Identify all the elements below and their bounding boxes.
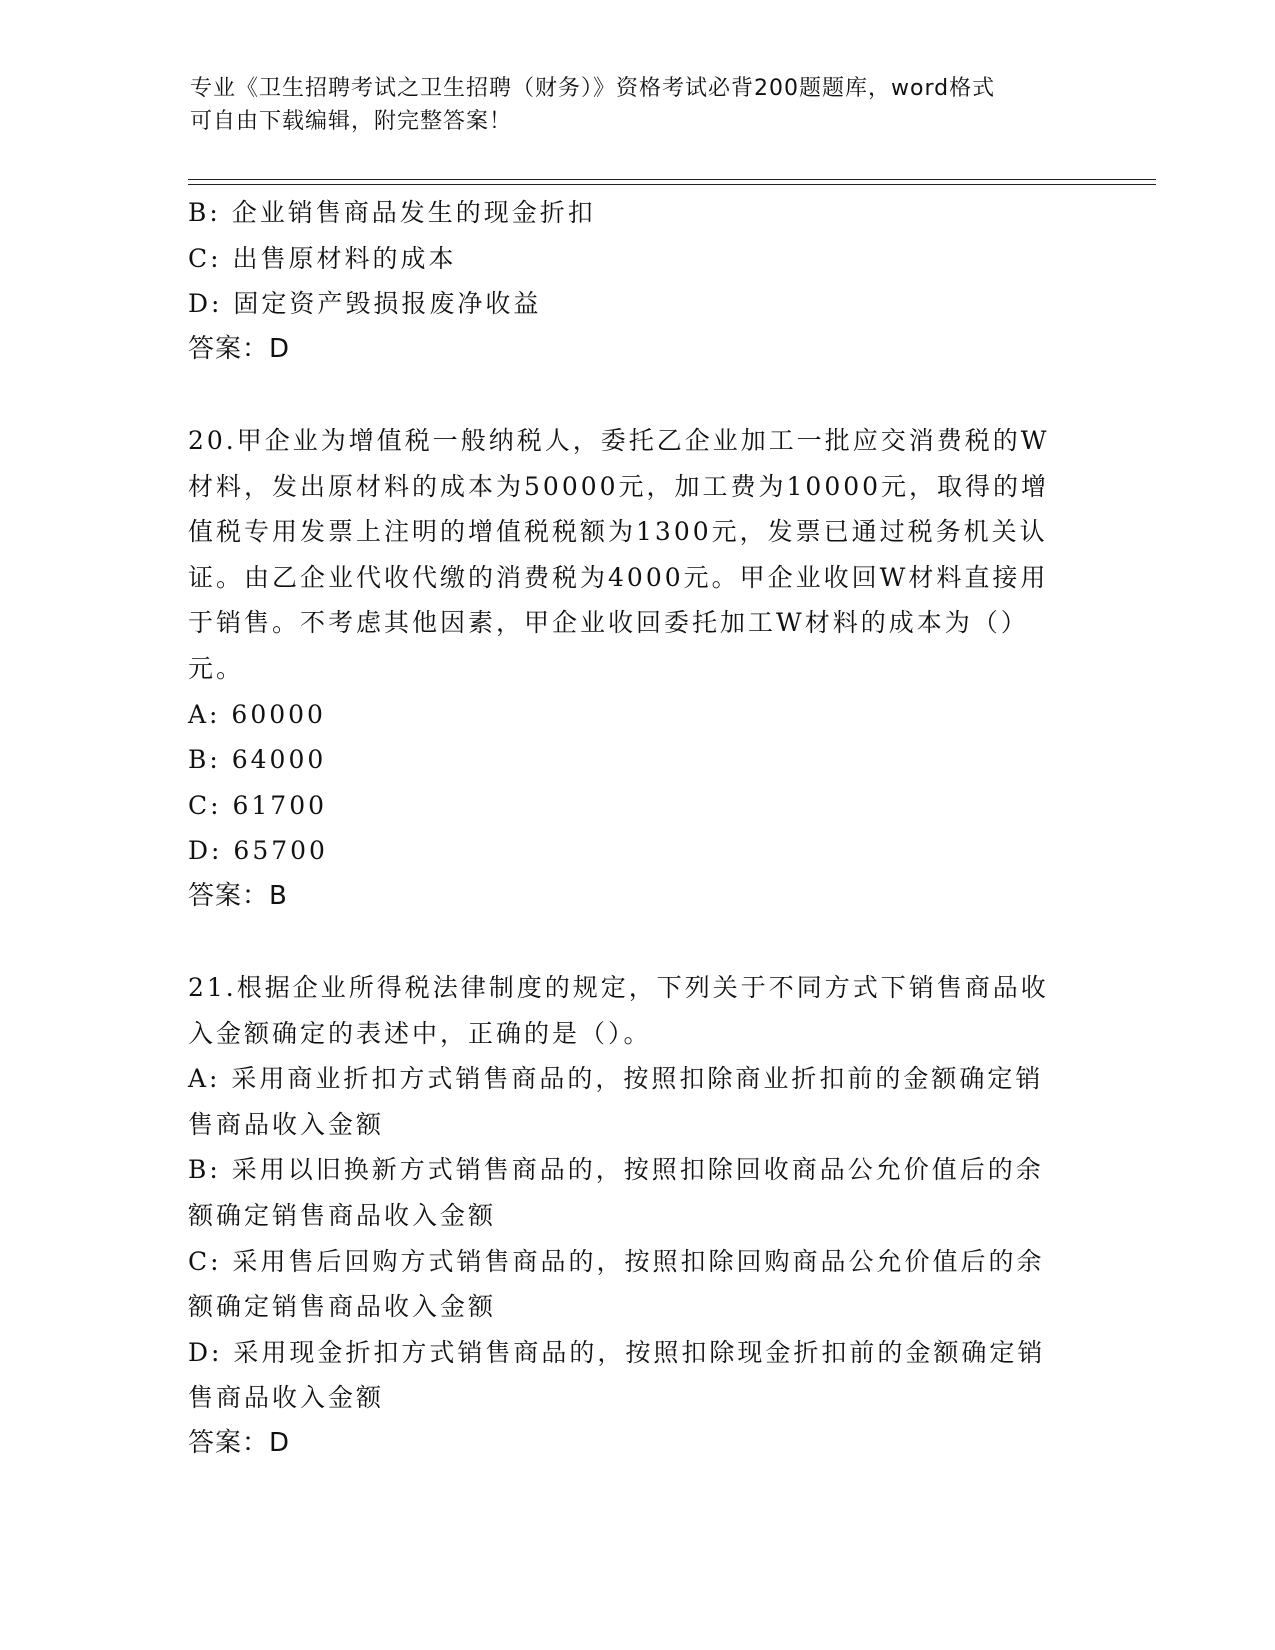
spacer [188, 920, 1088, 966]
question-content [188, 190, 1088, 1467]
header-divider-bottom [188, 184, 1156, 185]
question-stem-line: 材料，发出原材料的成本为50000元，加工费为10000元，取得的增 [188, 471, 1050, 501]
header-divider-top [188, 179, 1156, 180]
question-stem-line: 值税专用发票上注明的增值税税额为1300元，发票已通过税务机关认 [188, 517, 1048, 547]
header-title-line-1: 专业《卫生招聘考试之卫生招聘（财务）》资格考试必背200题题库，word格式 [190, 76, 996, 101]
question-20 [188, 418, 1088, 920]
option-d: D: 65700 [188, 836, 328, 866]
option-c: C: 采用售后回购方式销售商品的，按照扣除回购商品公允价值后的余 [188, 1246, 1045, 1276]
option-b: B: 采用以旧换新方式销售商品的，按照扣除回收商品公允价值后的余 [188, 1155, 1044, 1185]
question-stem-line: 元。 [188, 653, 245, 683]
question-21 [188, 965, 1088, 1467]
question-stem-line: 于销售。不考虑其他因素，甲企业收回委托加工W材料的成本为（） [188, 608, 1029, 638]
question-stem-line: 证。由乙企业代收代缴的消费税为4000元。甲企业收回W材料直接用 [188, 562, 1049, 592]
document-header [190, 72, 1100, 138]
spacer [188, 372, 1088, 418]
option-d: D: 固定资产毁损报废净收益 [188, 289, 542, 319]
question-stem-line: 入金额确定的表述中，正确的是（）。 [188, 1018, 652, 1048]
question-stem-line: 20.甲企业为增值税一般纳税人，委托乙企业加工一批应交消费税的W [188, 425, 1050, 455]
answer-line: 答案：D [188, 333, 291, 364]
option-d: D: 采用现金折扣方式销售商品的，按照扣除现金折扣前的金额确定销 [188, 1337, 1046, 1367]
option-b: B: 企业销售商品发生的现金折扣 [188, 198, 596, 227]
option-a: A: 60000 [188, 699, 326, 729]
header-title-line-2: 可自由下载编辑，附完整答案！ [190, 109, 513, 134]
question-19-options [188, 190, 1088, 372]
option-c: C: 61700 [188, 790, 328, 820]
option-b-continuation: 额确定销售商品收入金额 [188, 1201, 497, 1231]
option-c: C: 出售原材料的成本 [188, 243, 457, 273]
option-c-continuation: 额确定销售商品收入金额 [188, 1292, 497, 1322]
answer-line: 答案：D [188, 1428, 291, 1459]
option-a-continuation: 售商品收入金额 [188, 1109, 385, 1139]
answer-line: 答案：B [188, 880, 288, 911]
option-a: A: 采用商业折扣方式销售商品的，按照扣除商业折扣前的金额确定销 [188, 1064, 1044, 1094]
option-b: B: 64000 [188, 745, 327, 775]
question-stem-line: 21.根据企业所得税法律制度的规定，下列关于不同方式下销售商品收 [188, 973, 1049, 1003]
option-d-continuation: 售商品收入金额 [188, 1383, 385, 1413]
